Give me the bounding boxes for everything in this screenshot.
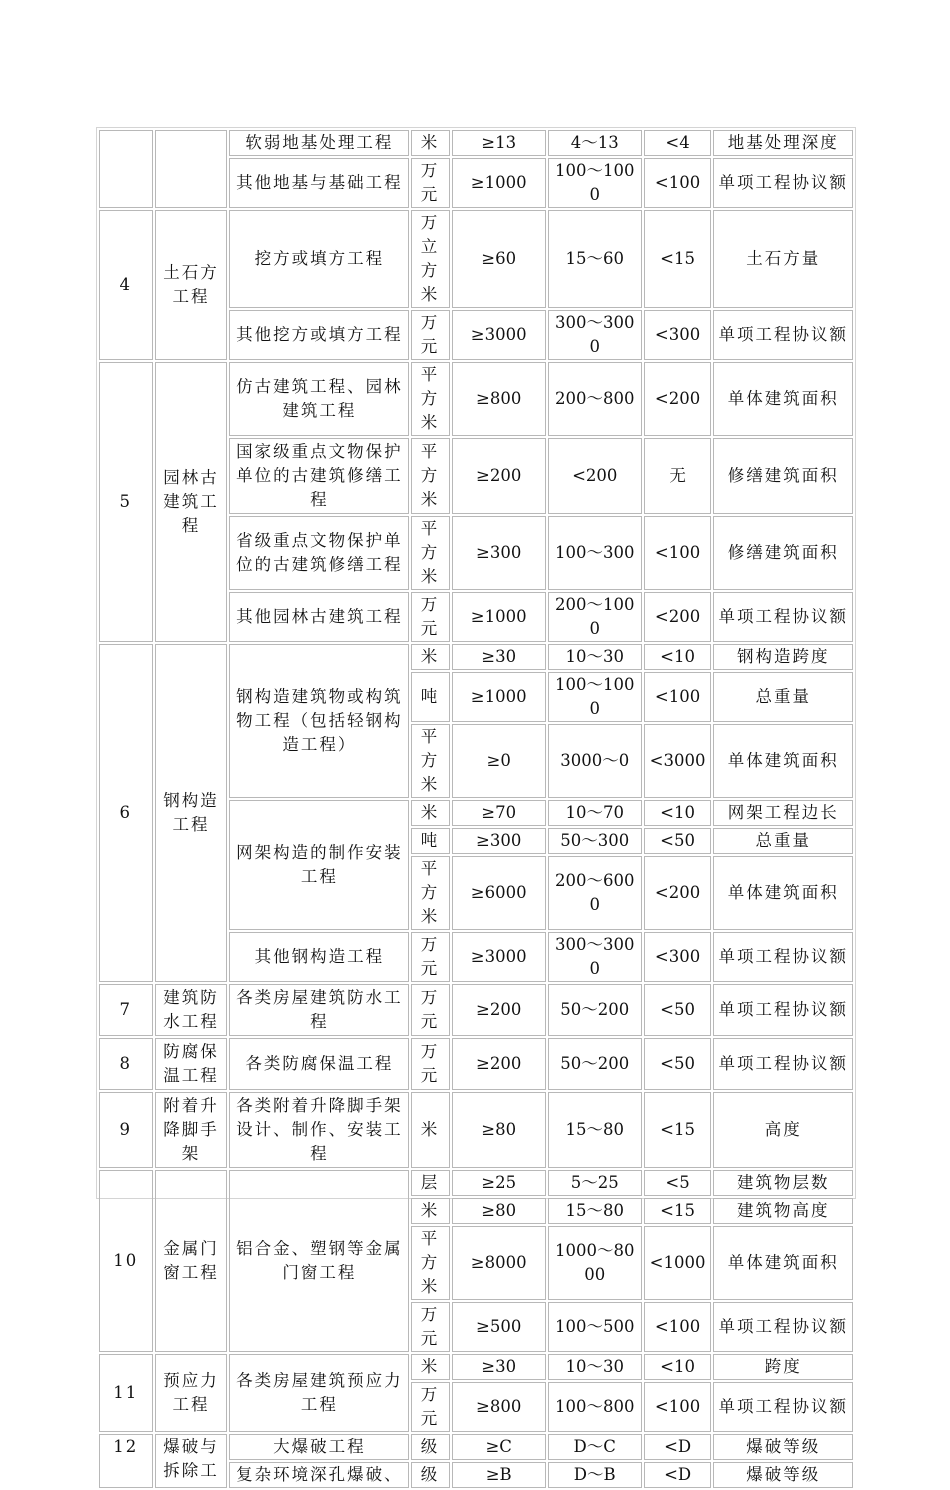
basis-cell: 爆破等级 bbox=[713, 1434, 853, 1460]
unit-cell: 万元 bbox=[411, 592, 449, 642]
small-scale-cell: <3000 bbox=[644, 724, 712, 798]
small-scale-cell: <100 bbox=[644, 672, 712, 722]
small-scale-cell: <300 bbox=[644, 310, 712, 360]
row-number-cell: 4 bbox=[99, 210, 153, 360]
large-scale-cell: ≥200 bbox=[452, 984, 546, 1036]
basis-cell: 钢构造跨度 bbox=[713, 644, 853, 670]
basis-cell: 土石方量 bbox=[713, 210, 853, 308]
table-row bbox=[99, 1092, 853, 1168]
large-scale-cell: ≥80 bbox=[452, 1198, 546, 1224]
small-scale-cell: <4 bbox=[644, 130, 712, 156]
basis-cell: 建筑物高度 bbox=[713, 1198, 853, 1224]
medium-scale-cell: 1000～8000 bbox=[548, 1226, 642, 1300]
project-name-cell: 其他园林古建筑工程 bbox=[229, 592, 409, 642]
category-cell: 土石方工程 bbox=[155, 210, 228, 360]
small-scale-cell: <1000 bbox=[644, 1226, 712, 1300]
basis-cell: 高度 bbox=[713, 1092, 853, 1168]
small-scale-cell: <200 bbox=[644, 856, 712, 930]
small-scale-cell: 无 bbox=[644, 438, 712, 514]
table-row bbox=[99, 1170, 853, 1196]
project-name-cell: 软弱地基处理工程 bbox=[229, 130, 409, 156]
large-scale-cell: ≥300 bbox=[452, 516, 546, 590]
project-name-cell: 各类房屋建筑防水工程 bbox=[229, 984, 409, 1036]
table-row bbox=[99, 1038, 853, 1090]
basis-cell: 跨度 bbox=[713, 1354, 853, 1380]
large-scale-cell: ≥25 bbox=[452, 1170, 546, 1196]
table-row bbox=[99, 210, 853, 308]
project-name-cell: 其他挖方或填方工程 bbox=[229, 310, 409, 360]
unit-cell: 万元 bbox=[411, 1382, 449, 1432]
large-scale-cell: ≥300 bbox=[452, 828, 546, 854]
unit-cell: 米 bbox=[411, 800, 449, 826]
medium-scale-cell: 4～13 bbox=[548, 130, 642, 156]
row-number-cell: 12 bbox=[99, 1434, 153, 1488]
medium-scale-cell: 15～80 bbox=[548, 1092, 642, 1168]
project-name-cell: 各类房屋建筑预应力工程 bbox=[229, 1354, 409, 1432]
large-scale-cell: ≥800 bbox=[452, 362, 546, 436]
medium-scale-cell: 300～3000 bbox=[548, 310, 642, 360]
medium-scale-cell: 100～1000 bbox=[548, 158, 642, 208]
large-scale-cell: ≥30 bbox=[452, 644, 546, 670]
medium-scale-cell: D～C bbox=[548, 1434, 642, 1460]
basis-cell: 修缮建筑面积 bbox=[713, 516, 853, 590]
basis-cell: 爆破等级 bbox=[713, 1462, 853, 1488]
category-cell: 防腐保温工程 bbox=[155, 1038, 228, 1090]
large-scale-cell: ≥500 bbox=[452, 1302, 546, 1352]
project-name-cell: 钢构造建筑物或构筑物工程（包括轻钢构造工程） bbox=[229, 644, 409, 798]
unit-cell: 平方米 bbox=[411, 362, 449, 436]
table-row bbox=[99, 1354, 853, 1380]
project-name-cell: 仿古建筑工程、园林建筑工程 bbox=[229, 362, 409, 436]
row-number-cell: 9 bbox=[99, 1092, 153, 1168]
large-scale-cell: ≥1000 bbox=[452, 592, 546, 642]
small-scale-cell: <50 bbox=[644, 828, 712, 854]
medium-scale-cell: 100～800 bbox=[548, 1382, 642, 1432]
basis-cell: 单项工程协议额 bbox=[713, 984, 853, 1036]
project-name-cell: 大爆破工程 bbox=[229, 1434, 409, 1460]
small-scale-cell: <100 bbox=[644, 158, 712, 208]
basis-cell: 单体建筑面积 bbox=[713, 1226, 853, 1300]
large-scale-cell: ≥3000 bbox=[452, 932, 546, 982]
category-cell: 钢构造工程 bbox=[155, 644, 228, 982]
large-scale-cell: ≥0 bbox=[452, 724, 546, 798]
unit-cell: 万元 bbox=[411, 1038, 449, 1090]
small-scale-cell: <100 bbox=[644, 516, 712, 590]
unit-cell: 平方米 bbox=[411, 856, 449, 930]
unit-cell: 平方米 bbox=[411, 438, 449, 514]
unit-cell: 万元 bbox=[411, 158, 449, 208]
large-scale-cell: ≥8000 bbox=[452, 1226, 546, 1300]
document-page bbox=[96, 127, 856, 1484]
medium-scale-cell: 10～30 bbox=[548, 1354, 642, 1380]
row-number-cell: 6 bbox=[99, 644, 153, 982]
unit-cell: 平方米 bbox=[411, 516, 449, 590]
medium-scale-cell: 15～80 bbox=[548, 1198, 642, 1224]
large-scale-cell: ≥1000 bbox=[452, 158, 546, 208]
large-scale-cell: ≥80 bbox=[452, 1092, 546, 1168]
large-scale-cell: ≥70 bbox=[452, 800, 546, 826]
basis-cell: 单项工程协议额 bbox=[713, 1382, 853, 1432]
basis-cell: 网架工程边长 bbox=[713, 800, 853, 826]
row-number-cell: 11 bbox=[99, 1354, 153, 1432]
medium-scale-cell: 100～1000 bbox=[548, 672, 642, 722]
project-name-cell: 其他钢构造工程 bbox=[229, 932, 409, 982]
basis-cell: 单体建筑面积 bbox=[713, 856, 853, 930]
unit-cell: 层 bbox=[411, 1170, 449, 1196]
medium-scale-cell: D～B bbox=[548, 1462, 642, 1488]
large-scale-cell: ≥60 bbox=[452, 210, 546, 308]
small-scale-cell: <D bbox=[644, 1462, 712, 1488]
basis-cell: 单项工程协议额 bbox=[713, 310, 853, 360]
medium-scale-cell: 100～300 bbox=[548, 516, 642, 590]
qualification-table bbox=[97, 128, 855, 1490]
category-cell bbox=[155, 130, 228, 208]
large-scale-cell: ≥C bbox=[452, 1434, 546, 1460]
medium-scale-cell: 10～30 bbox=[548, 644, 642, 670]
table-row bbox=[99, 1434, 853, 1460]
unit-cell: 米 bbox=[411, 1092, 449, 1168]
unit-cell: 万立方米 bbox=[411, 210, 449, 308]
unit-cell: 级 bbox=[411, 1462, 449, 1488]
unit-cell: 万元 bbox=[411, 984, 449, 1036]
large-scale-cell: ≥200 bbox=[452, 1038, 546, 1090]
small-scale-cell: <50 bbox=[644, 984, 712, 1036]
unit-cell: 米 bbox=[411, 644, 449, 670]
basis-cell: 单项工程协议额 bbox=[713, 932, 853, 982]
unit-cell: 级 bbox=[411, 1434, 449, 1460]
medium-scale-cell: 200～6000 bbox=[548, 856, 642, 930]
small-scale-cell: <10 bbox=[644, 800, 712, 826]
small-scale-cell: <10 bbox=[644, 1354, 712, 1380]
basis-cell: 单体建筑面积 bbox=[713, 724, 853, 798]
row-number-cell: 10 bbox=[99, 1170, 153, 1352]
small-scale-cell: <5 bbox=[644, 1170, 712, 1196]
medium-scale-cell: 300～3000 bbox=[548, 932, 642, 982]
basis-cell: 单项工程协议额 bbox=[713, 592, 853, 642]
medium-scale-cell: 200～1000 bbox=[548, 592, 642, 642]
large-scale-cell: ≥6000 bbox=[452, 856, 546, 930]
row-number-cell: 7 bbox=[99, 984, 153, 1036]
unit-cell: 米 bbox=[411, 1354, 449, 1380]
small-scale-cell: <100 bbox=[644, 1382, 712, 1432]
basis-cell: 单项工程协议额 bbox=[713, 1038, 853, 1090]
large-scale-cell: ≥30 bbox=[452, 1354, 546, 1380]
unit-cell: 平方米 bbox=[411, 1226, 449, 1300]
basis-cell: 总重量 bbox=[713, 828, 853, 854]
project-name-cell: 各类附着升降脚手架设计、制作、安装工程 bbox=[229, 1092, 409, 1168]
medium-scale-cell: 50～200 bbox=[548, 984, 642, 1036]
row-number-cell: 8 bbox=[99, 1038, 153, 1090]
category-cell: 建筑防水工程 bbox=[155, 984, 228, 1036]
table-row bbox=[99, 130, 853, 156]
small-scale-cell: <50 bbox=[644, 1038, 712, 1090]
project-name-cell: 各类防腐保温工程 bbox=[229, 1038, 409, 1090]
row-number-cell bbox=[99, 130, 153, 208]
table-row bbox=[99, 644, 853, 670]
unit-cell: 米 bbox=[411, 1198, 449, 1224]
basis-cell: 单体建筑面积 bbox=[713, 362, 853, 436]
unit-cell: 万元 bbox=[411, 932, 449, 982]
large-scale-cell: ≥3000 bbox=[452, 310, 546, 360]
unit-cell: 米 bbox=[411, 130, 449, 156]
project-name-cell: 网架构造的制作安装工程 bbox=[229, 800, 409, 930]
category-cell: 金属门窗工程 bbox=[155, 1170, 228, 1352]
large-scale-cell: ≥800 bbox=[452, 1382, 546, 1432]
category-cell: 附着升降脚手架 bbox=[155, 1092, 228, 1168]
unit-cell: 万元 bbox=[411, 310, 449, 360]
project-name-cell: 复杂环境深孔爆破、 bbox=[229, 1462, 409, 1488]
project-name-cell: 挖方或填方工程 bbox=[229, 210, 409, 308]
category-cell: 预应力工程 bbox=[155, 1354, 228, 1432]
table-row bbox=[99, 362, 853, 436]
large-scale-cell: ≥200 bbox=[452, 438, 546, 514]
project-name-cell: 省级重点文物保护单位的古建筑修缮工程 bbox=[229, 516, 409, 590]
small-scale-cell: <D bbox=[644, 1434, 712, 1460]
medium-scale-cell: 15～60 bbox=[548, 210, 642, 308]
unit-cell: 吨 bbox=[411, 828, 449, 854]
basis-cell: 总重量 bbox=[713, 672, 853, 722]
medium-scale-cell: <200 bbox=[548, 438, 642, 514]
large-scale-cell: ≥13 bbox=[452, 130, 546, 156]
medium-scale-cell: 50～200 bbox=[548, 1038, 642, 1090]
small-scale-cell: <15 bbox=[644, 1198, 712, 1224]
medium-scale-cell: 50～300 bbox=[548, 828, 642, 854]
small-scale-cell: <200 bbox=[644, 362, 712, 436]
medium-scale-cell: 10～70 bbox=[548, 800, 642, 826]
project-name-cell: 其他地基与基础工程 bbox=[229, 158, 409, 208]
medium-scale-cell: 200～800 bbox=[548, 362, 642, 436]
basis-cell: 单项工程协议额 bbox=[713, 158, 853, 208]
unit-cell: 平方米 bbox=[411, 724, 449, 798]
unit-cell: 万元 bbox=[411, 1302, 449, 1352]
basis-cell: 单项工程协议额 bbox=[713, 1302, 853, 1352]
large-scale-cell: ≥B bbox=[452, 1462, 546, 1488]
basis-cell: 建筑物层数 bbox=[713, 1170, 853, 1196]
small-scale-cell: <10 bbox=[644, 644, 712, 670]
project-name-cell: 国家级重点文物保护单位的古建筑修缮工程 bbox=[229, 438, 409, 514]
small-scale-cell: <15 bbox=[644, 210, 712, 308]
small-scale-cell: <200 bbox=[644, 592, 712, 642]
small-scale-cell: <15 bbox=[644, 1092, 712, 1168]
unit-cell: 吨 bbox=[411, 672, 449, 722]
category-cell: 爆破与拆除工 bbox=[155, 1434, 228, 1488]
small-scale-cell: <300 bbox=[644, 932, 712, 982]
large-scale-cell: ≥1000 bbox=[452, 672, 546, 722]
category-cell: 园林古建筑工程 bbox=[155, 362, 228, 642]
medium-scale-cell: 3000～0 bbox=[548, 724, 642, 798]
basis-cell: 修缮建筑面积 bbox=[713, 438, 853, 514]
basis-cell: 地基处理深度 bbox=[713, 130, 853, 156]
table-row bbox=[99, 984, 853, 1036]
row-number-cell: 5 bbox=[99, 362, 153, 642]
small-scale-cell: <100 bbox=[644, 1302, 712, 1352]
medium-scale-cell: 100～500 bbox=[548, 1302, 642, 1352]
medium-scale-cell: 5～25 bbox=[548, 1170, 642, 1196]
project-name-cell: 铝合金、塑钢等金属门窗工程 bbox=[229, 1170, 409, 1352]
